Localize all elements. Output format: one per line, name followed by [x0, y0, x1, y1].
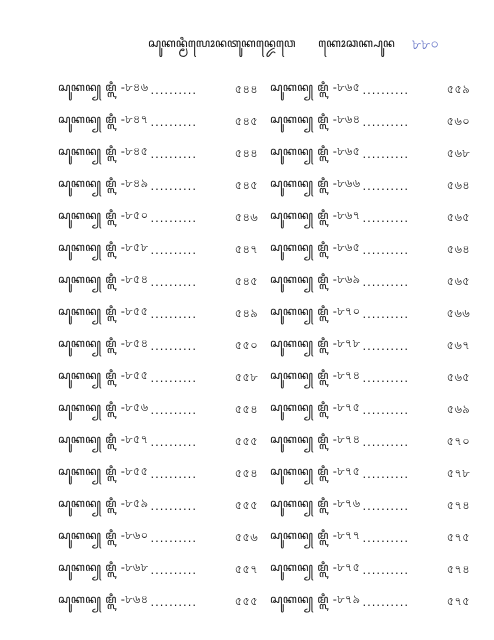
entry-page-number: ৫৬৫ — [446, 273, 470, 288]
index-entry — [270, 458, 470, 490]
entry-leader-dots: .......... — [150, 83, 198, 97]
entry-leader-dots: .......... — [150, 307, 197, 321]
entry-leader-dots: .......... — [362, 179, 410, 193]
index-entry — [270, 202, 470, 234]
entry-label: ꦱꦸꦏꦤ꧀ ꦩ꧀ꦭꦶ -৮৭৯ — [270, 592, 361, 606]
entry-page-number: ৫৪৪ — [234, 145, 258, 160]
entry-label: ꦱꦸꦏꦤ꧀ ꦩ꧀ꦭꦶ -৮৭৪ — [270, 368, 361, 382]
entry-page-number: ৫৬৯ — [446, 401, 470, 416]
entry-page-number: ৫৬০ — [446, 113, 470, 128]
page-number: ৮৮০ — [412, 37, 440, 53]
index-entry — [270, 74, 470, 106]
entry-page-number: ৫৭৪ — [446, 497, 470, 512]
entry-leader-dots: .......... — [362, 371, 410, 385]
entry-leader-dots: .......... — [150, 115, 198, 129]
entry-leader-dots: .......... — [362, 435, 410, 449]
index-entry — [270, 170, 470, 202]
index-entry — [270, 234, 470, 266]
entry-page-number: ৫৭৮ — [446, 465, 470, 480]
entry-leader-dots: .......... — [150, 211, 198, 225]
entry-leader-dots: .......... — [362, 531, 410, 545]
entry-page-number: ৫৫৯ — [446, 81, 470, 96]
index-entry — [58, 394, 258, 426]
entry-label: ꦱꦸꦏꦤ꧀ ꦩ꧀ꦭꦶ -৮৭০ — [270, 304, 361, 318]
entry-page-number: ৫৫০ — [234, 337, 258, 352]
entry-label: ꦱꦸꦏꦤ꧀ ꦩ꧀ꦭꦶ -৮৫৪ — [58, 336, 149, 350]
entry-page-number: ৫৫৪ — [234, 401, 258, 416]
entry-page-number: ৫৪৫ — [234, 273, 258, 288]
entry-page-number: ৫৭৫ — [446, 593, 470, 608]
entry-label: ꦱꦸꦏꦤ꧀ ꦩ꧀ꦭꦶ -৮৭৬ — [270, 496, 361, 510]
entry-label: ꦱꦸꦏꦤ꧀ ꦩ꧀ꦭꦶ -৮৬৭ — [270, 208, 361, 222]
index-entry — [270, 106, 470, 138]
entry-page-number: ৫৪৬ — [234, 209, 258, 224]
right-index-column — [270, 74, 470, 618]
index-entry — [58, 138, 258, 170]
entry-leader-dots: .......... — [150, 531, 198, 545]
entry-label: ꦱꦸꦏꦤ꧀ ꦩ꧀ꦭꦶ -৮৭৫ — [270, 464, 361, 478]
index-entry — [270, 298, 470, 330]
entry-label: ꦱꦸꦏꦤ꧀ ꦩ꧀ꦭꦶ -৮৭৪ — [270, 432, 361, 446]
entry-label: ꦱꦸꦏꦤ꧀ ꦩ꧀ꦭꦶ -৮৫৬ — [58, 400, 149, 414]
index-entry — [270, 394, 470, 426]
entry-label: ꦱꦸꦏꦤ꧀ ꦩ꧀ꦭꦶ -৮৬৪ — [58, 592, 149, 606]
entry-leader-dots: .......... — [362, 115, 410, 129]
entry-label: ꦱꦸꦏꦤ꧀ ꦩ꧀ꦭꦶ -৮৫৫ — [58, 368, 149, 382]
entry-page-number: ৫৪৫ — [234, 177, 258, 192]
entry-label: ꦱꦸꦏꦤ꧀ ꦩ꧀ꦭꦶ -৮৬৯ — [270, 272, 361, 286]
entry-label: ꦱꦸꦏꦤ꧀ ꦩ꧀ꦭꦶ -৮৭৫ — [270, 400, 361, 414]
entry-page-number: ৫৬৫ — [446, 369, 470, 384]
entry-page-number: ৫৪৪ — [234, 81, 258, 96]
entry-label: ꦱꦸꦏꦤ꧀ ꦩ꧀ꦭꦶ -৮৬০ — [58, 528, 149, 542]
entry-leader-dots: .......... — [150, 403, 198, 417]
entry-label: ꦱꦸꦏꦤ꧀ ꦩ꧀ꦭꦶ -৮৫৪ — [58, 272, 149, 286]
entry-leader-dots: .......... — [150, 179, 197, 193]
index-entry — [270, 586, 470, 618]
index-entry — [58, 74, 258, 106]
index-entry — [58, 426, 258, 458]
entry-page-number: ৫৬৬ — [446, 305, 470, 320]
entry-leader-dots: .......... — [362, 211, 410, 225]
entry-label: ꦱꦸꦏꦤ꧀ ꦩ꧀ꦭꦶ -৮৬৫ — [270, 144, 361, 158]
index-entry — [58, 490, 258, 522]
entry-page-number: ৫৬৫ — [446, 209, 470, 224]
index-entry — [58, 106, 258, 138]
entry-page-number: ৫৭৫ — [446, 529, 470, 544]
entry-leader-dots: .......... — [150, 147, 197, 161]
document-title: ꦱꦸꦏꦤ꧀ꦩꦶꦭꦺꦴꦤꦠꦸꦏꦤ꧀ꦢꦺꦮꦺ — [148, 36, 296, 50]
entry-label: ꦱꦸꦏꦤ꧀ ꦩ꧀ꦭꦶ -৮৬৫ — [270, 240, 361, 254]
index-entry — [58, 330, 258, 362]
index-entry — [58, 170, 258, 202]
entry-leader-dots: .......... — [150, 243, 197, 257]
index-entry — [58, 554, 258, 586]
entry-leader-dots: .......... — [362, 307, 410, 321]
entry-leader-dots: .......... — [362, 563, 410, 577]
entry-label: ꦱꦸꦏꦤ꧀ ꦩ꧀ꦭꦶ -৮৫৯ — [58, 496, 149, 510]
entry-label: ꦱꦸꦏꦤ꧀ ꦩ꧀ꦭꦶ -৮৭৭ — [270, 528, 361, 542]
entry-page-number: ৫৫৫ — [234, 593, 258, 608]
entry-label: ꦱꦸꦏꦤ꧀ ꦩ꧀ꦭꦶ -৮৭৫ — [270, 560, 361, 574]
entry-leader-dots: .......... — [150, 467, 197, 481]
entry-leader-dots: .......... — [362, 467, 410, 481]
entry-page-number: ৫৫৪ — [234, 465, 258, 480]
entry-page-number: ৫৬৭ — [446, 337, 470, 352]
index-entry — [58, 458, 258, 490]
entry-page-number: ৫৪৭ — [234, 241, 258, 256]
entry-page-number: ৫৭০ — [446, 433, 470, 448]
page-label: ꦏꦺꦴꦕꦏ꧀ꦥꦸꦤ — [318, 36, 395, 50]
entry-leader-dots: .......... — [150, 563, 198, 577]
index-entry — [270, 138, 470, 170]
entry-label: ꦱꦸꦏꦤ꧀ ꦩ꧀ꦭꦶ -৮৭৮ — [270, 336, 361, 350]
entry-label: ꦱꦸꦏꦤ꧀ ꦩ꧀ꦭꦶ -৮৬৪ — [270, 112, 361, 126]
entry-leader-dots: .......... — [362, 499, 410, 513]
index-entry — [270, 554, 470, 586]
entry-page-number: ৫৪৫ — [234, 113, 258, 128]
entry-label: ꦱꦸꦏꦤ꧀ ꦩ꧀ꦭꦶ -৮৪৬ — [58, 80, 149, 94]
index-entry — [58, 298, 258, 330]
index-entry — [270, 266, 470, 298]
entry-leader-dots: .......... — [362, 339, 410, 353]
index-entry — [58, 362, 258, 394]
index-entry — [58, 586, 258, 618]
index-entry — [270, 330, 470, 362]
entry-leader-dots: .......... — [362, 243, 410, 257]
entry-label: ꦱꦸꦏꦤ꧀ ꦩ꧀ꦭꦶ -৮৪৫ — [58, 144, 149, 158]
page-header — [0, 34, 494, 56]
entry-label: ꦱꦸꦏꦤ꧀ ꦩ꧀ꦭꦶ -৮৫৫ — [58, 304, 149, 318]
entry-leader-dots: .......... — [362, 275, 410, 289]
entry-label: ꦱꦸꦏꦤ꧀ ꦩ꧀ꦭꦶ -৮৬৫ — [270, 80, 361, 94]
index-entry — [58, 202, 258, 234]
entry-page-number: ৫৫৫ — [234, 497, 258, 512]
entry-leader-dots: .......... — [150, 339, 197, 353]
entry-leader-dots: .......... — [362, 595, 410, 609]
entry-leader-dots: .......... — [362, 147, 410, 161]
index-entry — [270, 490, 470, 522]
entry-label: ꦱꦸꦏꦤ꧀ ꦩ꧀ꦭꦶ -৮৪৭ — [58, 112, 149, 126]
entry-leader-dots: .......... — [150, 595, 198, 609]
left-index-column — [58, 74, 258, 618]
entry-page-number: ৫৫৮ — [234, 369, 258, 384]
entry-leader-dots: .......... — [150, 435, 198, 449]
entry-leader-dots: .......... — [150, 499, 197, 513]
entry-label: ꦱꦸꦏꦤ꧀ ꦩ꧀ꦭꦶ -৮৫৭ — [58, 432, 149, 446]
index-entry — [58, 266, 258, 298]
entry-leader-dots: .......... — [150, 371, 197, 385]
index-entry — [270, 362, 470, 394]
entry-label: ꦱꦸꦏꦤ꧀ ꦩ꧀ꦭꦶ -৮৬৮ — [58, 560, 149, 574]
index-entry — [270, 522, 470, 554]
entry-label: ꦱꦸꦏꦤ꧀ ꦩ꧀ꦭꦶ -৮৪৯ — [58, 176, 149, 190]
index-entry — [270, 426, 470, 458]
entry-label: ꦱꦸꦏꦤ꧀ ꦩ꧀ꦭꦶ -৮৫৫ — [58, 464, 149, 478]
entry-label: ꦱꦸꦏꦤ꧀ ꦩ꧀ꦭꦶ -৮৬৬ — [270, 176, 361, 190]
entry-page-number: ৫৫৫ — [234, 433, 258, 448]
entry-leader-dots: .......... — [150, 275, 197, 289]
entry-page-number: ৫৬৪ — [446, 177, 470, 192]
entry-leader-dots: .......... — [362, 83, 410, 97]
entry-leader-dots: .......... — [362, 403, 410, 417]
entry-label: ꦱꦸꦏꦤ꧀ ꦩ꧀ꦭꦶ -৮৫৮ — [58, 240, 149, 254]
entry-page-number: ৫৫৭ — [234, 561, 258, 576]
entry-page-number: ৫৬৪ — [446, 241, 470, 256]
entry-page-number: ৫৬৮ — [446, 145, 470, 160]
index-entry — [58, 522, 258, 554]
entry-label: ꦱꦸꦏꦤ꧀ ꦩ꧀ꦭꦶ -৮৫০ — [58, 208, 149, 222]
index-entry — [58, 234, 258, 266]
entry-page-number: ৫৪৯ — [234, 305, 258, 320]
entry-page-number: ৫৫৬ — [234, 529, 258, 544]
entry-page-number: ৫৭৪ — [446, 561, 470, 576]
